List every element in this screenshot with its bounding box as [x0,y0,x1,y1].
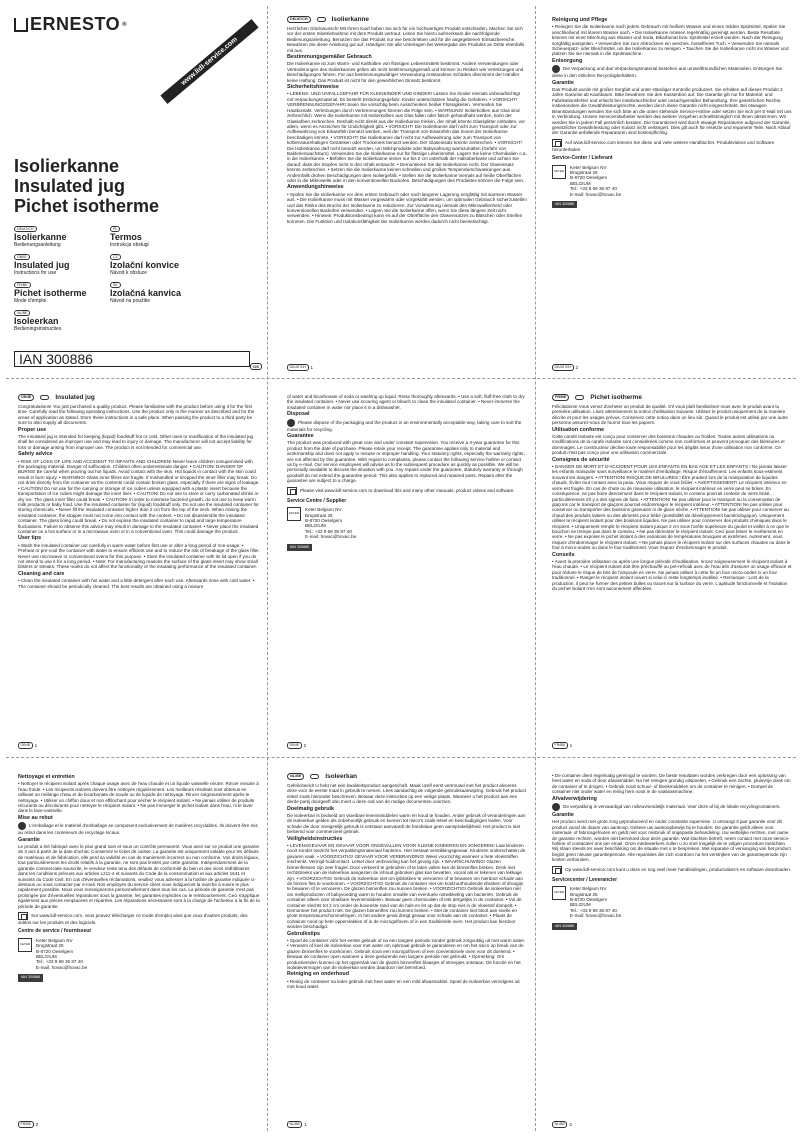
brand-logo: ERNESTO ® [14,14,127,35]
heading: Bestimmungsgemäßer Gebrauch [287,54,372,61]
section-title: Isolierkanne [331,16,369,23]
paragraph: The product was produced with great care and under constant supervision. You receive a 3-year guarantee for this product from the date of purchase. Please retain your receipt. The guarantee applies only to material and workmanship and does not apply to misuse or improper handling. Your statutory rights, especially the warranty rights, are not affected by this guarantee. With regard to complaints, please contact the following service hotline or contact us by e-mail. Our service employees will advise as to the subsequent procedure as quickly as possible. We will be personally available to discuss the situation with you. Any repairs under the guarantee, statutory warranty or through goodwill do not extend the guarantee period. This also applies to replaced and repaired parts. Repairs after the guarantee are subject to a charge. [287,440,525,484]
flag-icon [317,17,326,22]
heading: Servicecenter / Leverancier [552,876,618,883]
recycle-icon [287,419,295,427]
page-number: FR/BE 2 [18,1121,38,1128]
heading: Proper use [18,426,47,433]
page-number: DE/AT/CH 1 [287,364,313,371]
paragraph: Het product werd met grote zorg geproduceerd en onder constante supervisie. U ontvangt 3 jaar garantie voor dit product vanaf de datum van aankoop. Gelieve uw aankoopbewijs bij te houden. De garantie geldt alleen voor materiaal- of fabricagefouten en geldt niet voor misbruik of ongepaste behandeling. Uw wettelijke rechten, met name de garantie rechten, worden niet beïnvloed door deze garantie. Wat klachten betreft, neem contact met onze service-hotline of contacteer ons per email. Onze medewerkers zullen u zo snel mogelijk de te volgen procedure toelichten. Wij staan steeds ter uwer beschikking om de situatie met u te bespreken. Met reparatie of vervanging van het product begint geen nieuwe garantieperiode. Alle reparaties die zich voordoen na het verstrijken van de garantieperiode zijn kosten verbonden. [552,819,791,863]
paragraph: Sur www.lidl-service.com, vous pouvez télécharger ce mode d'emploi ainsi que ceux d'autres produits, des vidéos sur les produits et des logiciels. [18,913,248,925]
ian-number: IAN 300886 [14,351,250,367]
heading: Gebruikstips [287,930,320,937]
paragraph: • LEVENSGEVAAR EN GEVAAR VOOR ONGEVALLEN VOOR KLEINE KINDEREN EN JONGEREN! Laat kinderen nooit zonder toezicht het verpakkingsmateriaal hanteren. Hier bestaat verstikkingsgevaar. Kinderen onderschatten de gevaren vaak. • VOORZICHTIG! GEVAAR VOOR VERBRANDING! Wees voorzichtig wanneer u hete vloeistoffen inschenkt. Vermijd huidcontact. Letsel door verbranding kan het gevolg zijn. • WAARSCHUWING! Glazen binnenflessen zijn zeer fragiel. Door verkeerd te gebruiken of te laten vallen kan de binnenfles breken. Drink niet rechtstreeks van de isoleerkan aangezien de inhoud gebroken glas kan bevatten, vooral als er tekenen van lekkage zijn. • VOORZICHTIG! Gebruik de isoleerkan niet om ijsblokken te vervoeren of te bewaren om hierdoor schade aan de binnen fles te voorkomen. • VOORZICHTIG! Gebruik de container niet om koolzuurhoudende dranken of droogijs te bewaren of te vervoeren. De glazen binnenfles zou kunnen breken. • VOORZICHTIG! Gebruik de isoleerkan niet om melkproducten of babyvoeding warm te houden omwille van eventuele ontwikkeling van bacteriën. Gebruik de container alleen voor vloeibare levensmiddelen. Bewaar geen chemicaliën of iets dergelijks in de container. • Vul de container slechts tot 2 cm onder de bovenste rand van de hals en let op dat de stop niet in de vloeistof dompelt. • Demonteer het product niet. De glazen binnenfles zou kunnen breken. • Stel de container niet bloot aan snelle en grote temperatuurschommelingen. In het andere geval dreigt gevaar voor schade aan de container. • Plaats de container nooit op hete oppervlakken of in de microgolfoven of in een traditionele oven. Het product kan hierdoor worden beschadigd. [287,843,526,930]
paragraph: Cette carafe isolante est conçu pour conserver des boissons chaudes ou froides. Toutes autres utilisations ou modifications de la carafe isolante sont considérées comme non conformes et peuvent provoquer des blessures et dommages. Le constructeur décline toute responsabilité pour les dégâts issus d'une utilisation non conforme. Ce produit n'est pas conçu pour une utilisation commerciale. [552,434,785,456]
section-title: Insulated jug [55,394,95,401]
paragraph: • LEBENS- UND UNFALLGEFAHR FÜR KLEINKINDER UND KINDER! Lassen Sie Kinder niemals unbeaufsichtigt mit Verpackungsmaterial. Es besteht Erstickungsgefahr. Kinder unterschätzen häufig die Gefahren. • VORSICHT! VERBRENNUNGSGEFAHR! Seien Sie vorsichtig beim Ausschenken heißer Flüssigkeiten. Vermeiden Sie Hautkontakt. Verletzungen durch Verbrennungen können die Folge sein. • WARNUNG! Isolierkolben aus Glas sind zerbrechlich. Wenn die Isolierkanne mit Isolierkolben aus Glas fallen oder falsch gehandhabt werden, kann der Glaskolben zerbrechen. Deshalb nicht direkt aus der Isolierkanne trinken, der Inhalt könnte Glassplitter enthalten, vor allem, wenn es Anzeichen für Undichtigkeit gibt. • VORSICHT! Die Isolierkanne darf nicht zum Transport oder zur Aufbewahrung von Eiswürfeln benutzt werden, weil der Transport von Eiswürfeln das Innere der Isolierkanne beschädigen könnte. • VORSICHT! Die Isolierkanne darf nicht zur Aufbewahrung oder zum Transport von kohlensäurehaltigen Getränken oder Trockeneis benutzt werden. Der Glaseinsatz könnte zerbrechen. • VORSICHT! Die Isolierkanne darf nicht benutzt werden, um Milchprodukte oder Babynahrung warmzuhalten (Gefahr von Bakterienwachstum). Verwenden Sie die Isolierkanne nur für flüssige Lebensmittel. Lagern Sie keine Chemikalien o.ä. in die Isolierkanne. • Befüllen Sie die Isolierkanne immer nur bis 2 cm unterhalb der Halsoberkante und achten Sie darauf, dass der Stopfen nicht in den Inhalt eintaucht. • Demontieren Sie die Isolierkanne nicht. Der Glaseinsatz könnte zerbrechen. • Setzen Sie die Isolierkanne keinen schnellen und großen Temperaturschwankungen aus. Andernfalls drohen Beschädigungen dem Isoliergefäß. • Stellen Sie die Isolierkanne niemals auf heiße Oberflächen oder in die Mikrowelle oder in den konventionellen Backofen. Beschädigungen des Produktes können die Folge sein. [287,91,527,183]
heading: Garantie [18,836,40,843]
heading: Nettoyage et entretien [18,774,75,780]
page-number: GB/IE 1 [18,742,37,749]
paragraph: Das Produkt wurde mit großer Sorgfalt und unter ständiger Kontrolle produziert. Sie erhalten auf dieses Produkt 3 Jahre Garantie ab Kaufdatum. Bitte bewahren Sie den Kassenbon auf. Die Garantie gilt nur für Material- und Fabrikationsfehler und erlischt bei missbräuchlicher oder unsachgemäßer Behandlung. Ihre gesetzlichen Rechte, insbesondere die Gewährleistungsrechte, werden durch diese Garantie nicht eingeschränkt. Bei etwaigen Beanstandungen wenden Sie sich bitte an die unten stehende Service-Hotline oder setzen Sie sich per E-Mail mit uns in Verbindung. Unsere Servicemitarbeiter werden das weitere Vorgehen schnellstmöglich mit Ihnen abstimmen. Wir werden Sie in jedem Fall persönlich beraten. Die Garantiezeit wird durch etwaige Reparaturen aufgrund der Garantie, gesetzlicher Gewährleistung oder Kulanz nicht verlängert. Dies gilt auch für ersetzte und reparierte Teile. Nach Ablauf der Garantie anfallende Reparaturen sind kostenpflichtig. [552,87,792,136]
fold-line [267,6,268,1131]
download-info-icon [18,912,28,920]
heading: Centre de service / fournisseur [18,928,92,935]
heading: Mise au rebut [18,814,53,821]
heading: Veiligheidsinstructies [287,835,343,842]
paragraph: De isoleerkan is bedoeld om vloeibare levensmiddelen warm en koud te houden. Ander gebruik of veranderingen aan de isoleerkan gelden als onbehoorlijk gebruik en kunnen tot risico's zoals letsel en beschadigingen leiden. Voor schade die door oneigenlijk gebruik is ontstaan aanvaardt de handelaar geen aansprakelijkheid. Het product is niet bestemd voor commercieel gebruik. [287,813,526,835]
intro-text: Gefeliciteerd! U hebt net een kwaliteitsproduct aangeschaft. Maak uzelf eerst vertrouwd met het product alvorens deze voor de eerste maal in gebruik te nemen. Lees aandachtig de volgende gebruiksaanwijzing. Gebruik het product enkel zoals hieronder beschreven. Bewaar deze instructies op een veilige plaats. Wanneer u het product aan een derde partij doorgeeft dan moet u deze ook van de nodige documenten voorzien. [287,783,527,805]
supplier-address: KETER Keter Belgium NV Brugstraat 25 B-8720 Oeselgem BELGIUM Tel.: +33 9 69 36 87 40 E-mail: hovac@hovac.be [288,507,357,540]
paragraph: Please visit www.lidl-service.com to download this and many other manuals, product videos and software. [300,487,515,493]
heading: Reiniging en onderhoud [287,971,349,978]
download-info-icon [287,487,297,495]
paragraph: • De container dient regelmatig gereinigd te worden. De beste resultaten worden verkregen door een oplossing van heet water en soda of door afwasmiddel. Na het reinigen grondig uitspoelen. • Gebruik een zachte, pluisvrije doek om de container af te drogen. • Gebruik nooit schuur- of bleekmiddelen om de container te reinigen. • Dompel de container niet onder water en reinig hem nooit in de vaatwasmachine. [552,773,791,795]
heading: Entsorgung [552,57,583,64]
supplier-logo: KETER [552,886,566,900]
heading: Doelmatig gebruik [287,805,335,812]
supplier-logo: KETER [18,938,32,952]
paragraph: Op www.lidl-service.com kunt u deze en nog veel meer handleidingen, productvideo's en software downloaden. [565,866,792,872]
cover-title: Isolierkanne Insulated jug Pichet isotherme [14,156,160,216]
heading: Afvalverwijdering [552,795,597,802]
supplier-logo: KETER [287,507,301,521]
page-number: NL/BE 1 [287,1121,307,1128]
heading: Safety advice [18,451,53,458]
paragraph: Die Isolierkanne ist zum Warm- und Kalthalten von flüssigen Lebensmitteln bestimmt. Andere Verwendungen oder Veränderungen des Isolierkannes gelten als nicht bestimmungsgemäß und können zu Risiken wie Verletzungen und Beschädigungen führen. Für aus bestimmungswidriger Verwendung entstandene Schäden übernimmt der Händler keine Haftung. Das Produkt ist nicht für den gewerblichen Einsatz bestimmt. [287,61,524,83]
heading: Guarantee [287,433,314,440]
heading: Utilisation conforme [552,426,605,433]
section-title: Pichet isotherme [590,394,642,401]
download-info-icon [552,866,562,874]
country-code: FR/BE [552,394,569,401]
lang-entry: DE/AT/CH Isolierkanne Bedienungsanleitung [14,227,67,248]
paragraph: Die Verpackung und das Verpackungsmaterial bestehen aus umweltfreundlichen Materialien. Entsorgen Sie diese in den örtlichen Recyclingbehältern. [552,66,783,79]
heading: Conseils [552,551,575,558]
recycle-icon [552,65,560,73]
heading: Garantie [552,79,574,86]
paragraph: of water and bicarbonate of soda or washing up liquid. Rinse thoroughly afterwards. • Use a soft, fluff-free cloth to dry the insulated container. • Never use scouring agent or bleach to clean the insulated container. • Never immerse the insulated container in water nor place it in a dishwasher. [287,394,525,410]
page-number: GB/IE 2 [287,742,306,749]
lang-entry: CZ Izolační konvice Návod k obsluze [110,255,180,276]
heading: Service Centre / Supplier [287,497,347,504]
fr-panel-1 [552,394,792,746]
paragraph: • Spülen Sie die Isolierkanne vor dem ersten Gebrauch oder nach längerer Lagerung sorgfältig mit warmem Wasser aus. • Die Isolierkanne muss mit Wasser vorgewärmt oder vorgekühlt werden, um optimalen Gebrauch sicherzustellen und das Risiko des Bruchs der Isolierkanne zu reduzieren. Zur Vorwärmung niemals den Mikrowellenherd oder konventionellen Backofen verwenden. • Lagern Sie die Isolierkanne offen, wenn Sie diese längere Zeit nicht verwenden. • Hinweis: Produktionsbedingt kann es auf der Oberfläche des Glaseinsatzes zu Bläschen oder Streifen kommen. Die Funktion und Isolationsfähigkeit der Isolierkanne werden dadurch nicht beeinträchtigt. [287,191,527,224]
brand-mark-icon [14,18,28,32]
fold-line [535,6,536,1131]
heading: Garantie [552,812,574,819]
ian-label: IAN 300886 [18,974,43,981]
supplier-address: KETER Keter Belgium NV Brugstraat 25 B-8720 Oeselgem BELGIUM Tel.: +33 9 69 36 87 40 E-mail: hovac@hovac.be [19,937,88,970]
paragraph: • Wash the insulated container out carefully in warm water before first use or after a long period of non-usage. • Preheat or pre-cool the container with water to ensure efficient use and to reduce the risk of breakage of the glass filler. Never use microwave or conventional ovens for this purpose. • Store the insulated container with its lid open if you do not intend to use it for a long period. • Note: For manufacturing reasons the surface of the glass insert may show small blisters or streaks. These marks do not affect the functionality or the insulating performance of the insulated container. [18,542,260,570]
page-number: FR/BE 1 [552,742,572,749]
recycle-icon [552,803,560,811]
heading: Sicherheitshinweise [287,84,339,91]
de-panel-2 [552,16,792,368]
heading: Disposal [287,411,310,418]
fold-line [6,378,796,379]
nl-panel-1 [287,773,527,1119]
gb-panel-1 [18,394,260,746]
ian-label: IAN 300886 [287,544,312,551]
paragraph: • Spoel de container vóór het eerste gebruik of na een langere periode zonder gebruik zorgvuldig uit met warm water. • Verwarm of koel de isoleerkan voor met water om optimaal gebruik te garanderen en om het risico op breuk van de glazen binnenfles te voorkomen. Gebruik nooit een microgolfoven of een conventionele oven voor dit doeleind. • Bewaar de container open wanneer u deze gedurende een langere periode niet gebruikt. • Opmerking: Om productiereden kunnen op het oppervlak van de glazen binnenfles blaasjes of streepjes ontstaan. De functie en het isolatievermogen van de isoleerkan worden daardoor niet beïnvloed. [287,937,526,970]
intro-text: Félicitations! Vous venez d'acheter un produit de qualité. S'il vous plaît familiarisez-vous avec le produit avant la première utilisation. Lisez attentivement la notice d'utilisation suivante. Utilisez le produit uniquement de la manière décrite et pour les usages prévus. Conservez cette notice dans un lieu sûr. Quand le produit est utilisé par une autre personne assurez-vous de fournir tous les papiers. [552,404,788,426]
country-code: NL/BE [287,773,304,780]
paragraph: Auf www.lidl-service.com können Sie diese und viele weitere Handbücher, Produktvideos und Software herunterladen. [552,139,775,152]
os-badge: OS [250,363,262,370]
lang-entry: PL Termos Instrukcja obsługi [110,227,149,248]
country-code: GB/IE [18,394,34,401]
paragraph: • RISK OF LOSS OF LIFE AND ACCIDENT TO INFANTS AND CHILDREN! Never leave children unsupervised with the packaging material. Danger of suffocation. Children often underestimate danger. • CAUTION! DANGER OF BURNS! Be careful when pouring out hot liquids. Avoid contact with the skin. Hot liquids in contact with the skin could result in burn injury. • WARNING! Glass inner fillers are fragile. If mishandled or dropped the inner filler may break. Do not drink directly from the container as the contents could contain broken glass, especially if there are signs of leakage. • CAUTION! Do not use for the carrying or storage of ice cubes unless equipped with a plastic insert because the transportation of ice cubes might damage the inner liner. • CAUTION! Do not use to store or carry carbonated drinks or dry ice. The glass inner filler could break. • CAUTION! In order to minimise bacterial growth, do not use to keep warm milk products or baby food. Use the insulated container for (liquid) foodstuff only. Do not use the insulated container for storing chemicals. • Never fill the insulated container higher than 2 cm from the top of the neck. When closing the insulated container, the stopper must not come into contact with the content. • Do not disassemble the insulated container. The glass lining could break. • Do not expose the insulated container to rapid and large temperature fluctuations. Failure to observe this advice may result in damage to the insulated container. • Never place the insulated container on a hot surface or in a microwave oven or in a conventional oven. This could damage the product. [18,458,260,534]
nl-panel-2 [552,773,792,1119]
lang-entry: SK Izolačná kanvica Návod na použitie [110,283,182,304]
download-info-icon [552,139,562,147]
page-number: DE/AT/CH 2 [552,364,578,371]
paragraph: • Clean the insulated container with hot water and a little detergent after each use. Afterwards rinse with cold water. • The container should be periodically cleaned. The best results are obtained using a mixture [18,578,255,589]
lang-entry: FR/BE Pichet isotherme Mode d'emploi [14,283,87,304]
lang-entry: GB/IE Insulated jug Instructions for use [14,255,70,276]
heading: Anwendungshinweise [287,184,344,191]
paragraph: • Nettoyer le récipient isolant après chaque usage avec de l'eau chaude et un liquide vaisselle neutre. Rincer ensuite à l'eau froide. • Les récipients isolants doivent être nettoyés régulièrement. Les meilleurs résultats sont obtenus en utilisant un mélange d'eau et de bicarbonate de soude ou de liquide de nettoyage. Rincer soigneusement après le nettoyage. • Utiliser un chiffon doux et non effilochant pour sécher le récipient isolant. • Ne jamais utiliser de produits récurants ou décolorants pour nettoyer le récipient isolant. • Ne pas immerger le pichet isolant dans l'eau, ni le laver dans le lave-vaisselle. [18,781,259,814]
ian-label: IAN 300886 [552,923,577,930]
flag-icon [575,395,584,400]
heading: Consignes de sécurité [552,456,610,463]
supplier-address: KETER Keter Belgium NV Brugstraat 25 B-8720 Oeselgem BELGIUM Tel.: +33 9 69 36 87 40 E-mail: hovac@hovac.be [553,164,622,197]
page-number: NL/BE 2 [552,1121,572,1128]
paragraph: • DANGER DE MORT ET D'ACCIDENT POUR LES ENFANTS EN BAS AGE ET LES ENFANTS ! Ne jamais laisser les enfants manipuler sans surveillance le matériel d'emballage. Risque d'étouffement. Les enfants sous-estiment souvent les dangers. • ATTENTION! RISQUE DE BRULURES ! Être prudent lors de la manipulation de liquides chauds. Éviter tout contact avec la peau. Vous risquez de vous brûler. • AVERTISSEMENT! Le récipient intérieur en verre est fragile. En cas de chute ou de mauvaise utilisation, le récipient intérieur en verre peut se briser. En conséquence, ne pas boire directement dans le récipient isolant, le contenu pourrait contenir du verre brisé, particulièrement s'il y a des signes de fuite. • ATTENTION! Ne pas utiliser pour le transport ou la conservation de glaçons car le transport de glaçons pourrait endommager le récipient intérieur. • ATTENTION! Ne pas utiliser pour conserver ou transporter des boissons gazeuses ni de glace sèche. • ATTENTION! Ne pas utiliser pour conserver au chaud des produits laitiers ou des aliments pour bébé (possibilité de développement bactériologique). Uniquement utiliser le récipient isolant pour des boissons liquides. Ne pas utiliser pour conserver des produits chimiques dans le récipient. • Uniquement remplir le récipient isolant jusque 2 cm sous l'arête supérieure du goulot et veiller à ce que le bouchon ne trempe pas dans le contenu. • Ne pas démonter le récipient isolant. Ceci peut briser le revêtement en verre. • Ne pas exposer le pichet isolant à des variations de températures brusques et extrêmes. Autrement, vous risquez d'endommager le récipient isolant. • Ne jamais placer le récipient isolant sur des surfaces chaudes ou dans le four à micro-ondes ou dans le four traditionnel. Vous risquez d'endommager le produit. [552,464,791,551]
supplier-address: KETER Keter Belgium NV Brugstraat 25 B-8720 Oeselgem BELGIUM Tel.: +33 9 69 36 87 40 E-mail: hovac@hovac.be [553,886,622,919]
paragraph: The insulated jug is intended for keeping (liquid) foodstuff hot or cold. Other uses or modification of the insulated jug shall be considered as improper use and may lead to injury or damage. The manufacturer will not accept liability for loss or damage arising from improper use. The product is not intended for commercial use. [18,434,254,450]
ian-label: IAN 300886 [552,201,577,208]
paragraph: • Reinigen Sie die Isolierkanne nach jedem Gebrauch mit heißem Wasser und einem milden Spülmittel. Spülen Sie anschließend mit klarem Wasser nach. • Die Isolierkanne müssen regelmäßig gereinigt werden. Beste Resultate können mit einer Mischung aus Wasser und Soda, Bikarbonat bzw. Spülmittel erzielt werden. Nach der Reinigung sorgfältig ausspülen. • Verwenden Sie zum Abtrocknen ein weiches, fusselfreies Tuch. • Verwenden Sie niemals Scheuerputz- oder Bleichmittel, um die Isolierkanne zu reinigen. • Tauchen Sie die Isolierkanne nicht ins Wasser und platzen Sie sie niemals in die Spülmaschine. [552,24,789,57]
paragraph: • Avant la première utilisation ou après une longue période d'inutilisation, rincez soigneusement le récipient isolant à l'eau chaude. • Le récipient isolant doit être préchauffé ou pré-refroidi avec de l'eau afin d'assurer un usage efficace et pour réduire le risque de bris de l'ampoule en verre. Ne jamais utiliser à cette fin un four micro-ondes ni un four traditionnel. • Ranger le récipient isolant ouvert si celui-ci reste longtemps inutilisé. • Remarque : Lors de la production, il peut se former des petites bulles ou traces sur la surface du verre. L'aptitude fonctionnelle et l'isolation du pichet isolant n'en sont aucunement affectées. [552,558,792,591]
de-panel-1 [287,16,527,368]
recycle-icon [18,822,26,830]
fr-panel-2 [18,773,260,1119]
paragraph: Please dispose of the packaging and the product in an environmentally acceptable way, taking care to sort the materials for recycling. [287,419,522,432]
paragraph: • Reinig de container na ieder gebruik met heet water en een mild afwasmiddel. Spoel de isoleerkan vervolgens uit met koud water. [287,978,520,990]
flag-icon [40,395,49,400]
intro-text: Congratulations! You just purchased a quality product. Please familiarise with the product before using it for the first time. Carefully read the following operating instructions. Use the product only in the manner as described and for the areas of application as stated. Store these instructions in a safe place. When passing the product to a third party be sure to also supply all documents. [18,404,255,426]
gb-panel-2 [287,394,527,746]
paragraph: L'emballage et le matériel d'emballage se composent exclusivement de matières recyclables. Ils doivent être mis au rebut dans les conteneurs de recyclage locaux. [18,823,258,836]
heading: User tips [18,535,42,542]
intro-text: Herzlichen Glückwunsch! Mit Ihrem Kauf haben Sie sich für ein hochwertiges Produkt entschieden. Machen Sie sich vor der ersten Inbetriebnahme mit dem Produkt vertraut. Lesen Sie hierzu aufmerksam die nachfolgende Bedienungsanleitung. Benutzen Sie das Produkt nur wie beschrieben und für die angegebenen Einsatzbereiche. Bewahren Sie diese Anleitung gut auf. Händigen Sie alle Unterlagen bei Weitergabe des Produkts an Dritte ebenfalls mit aus. [287,26,525,53]
country-code: DE/AT/CH [287,16,311,23]
heading: Cleaning and care [18,570,65,577]
flag-icon [310,774,319,779]
heading: Reinigung und Pflege [552,17,608,23]
fold-line [6,757,796,758]
section-title: Isoleerkan [325,773,358,780]
paragraph: De verpakking is vervaardigd van milieuvriendelijk materiaal. Voer deze af bij de lokale recyclingcontainers. [563,804,781,810]
website-banner: www.lidl-service.com [160,19,258,104]
paragraph: Le produit a été fabriqué avec le plus grand soin et sous un contrôle permanent. Vous avez sur ce produit une garantie de 3 ans à partir de la date d'achat. Conservez le ticket de caisse. La garantie est uniquement valable pour les défauts de matériaux et de fabrication, elle perd sa validité en cas de maniement incorrect ou non conforme. Vos droits légaux, tout particulièrement les droits relatifs à la garantie, ne sont pas limités par cette garantie. Indépendamment de la garantie commerciale souscrite, le vendeur reste tenu des défauts de conformité du bien et des vices rédhibitoires dans les conditions prévues aux articles L211-4 et suivants du Code de la consommation et aux articles 1641 et suivants du Code Civil. En cas d'éventuelles réclamations, veuillez vous adresser à la hotline de garantie indiquée ci-dessous ou nous contacter par e-mail. Nos employés du service client vous indiqueront la marche à suivre le plus rapidement possible. Nous vous renseignerons personnellement dans tous les cas. La période de garantie n'est pas prolongée par d'éventuelles réparations sous la garantie, les garanties implicites ou le remboursement. Ceci s'applique également aux pièces remplacées et réparées. Les réparations nécessaires sont à la charge de l'acheteur à la fin de la période de garantie. [18,844,260,909]
heading: Service-Center / Lieferant [552,155,613,162]
supplier-logo: KETER [552,165,566,179]
lang-entry: NL/BE Isoleerkan Bedieningsinstructies [14,311,62,332]
